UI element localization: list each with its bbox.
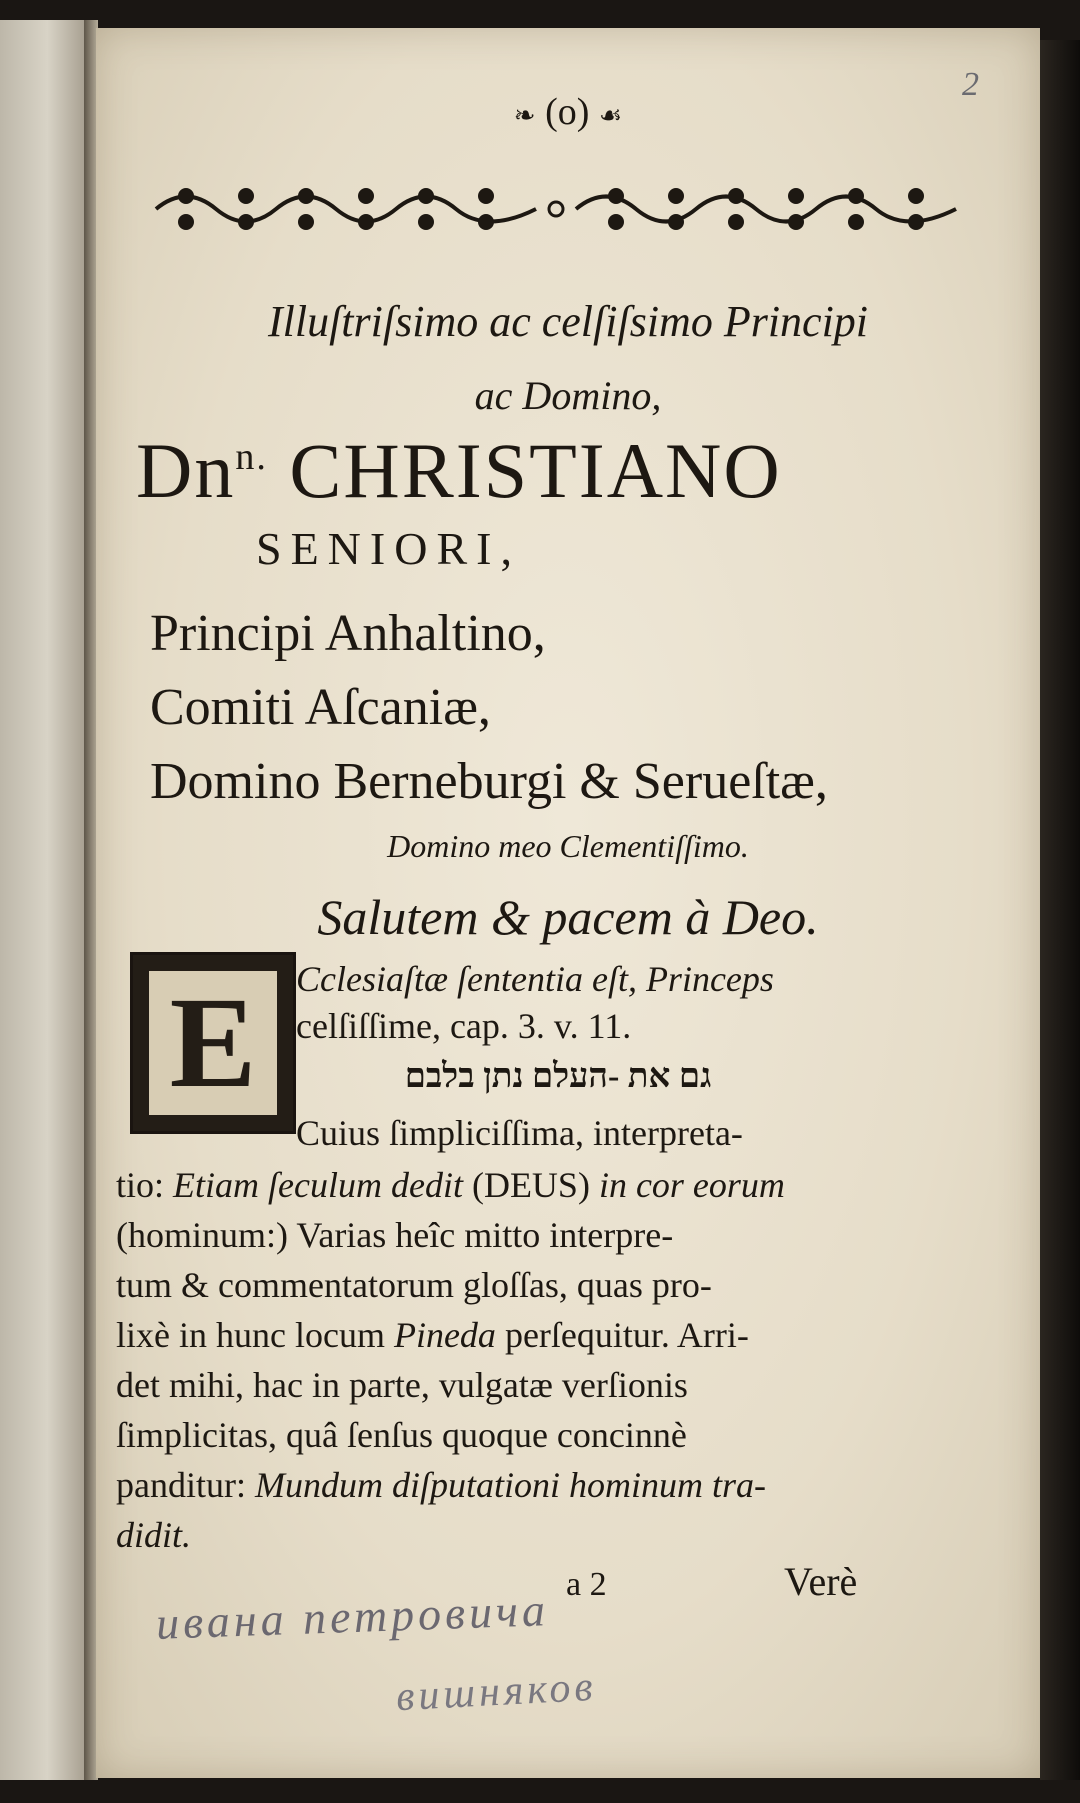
body-line-7c: perſequitur. Arri- <box>504 1315 749 1355</box>
body-line-9: ſimplicitas, quâ ſenſus quoque concinnè <box>116 1415 687 1455</box>
dedication-line-1: Illuſtriſsimo ac celſiſsimo Principi <box>267 297 869 346</box>
body-line-4b: Etiam ſeculum dedit <box>173 1165 463 1205</box>
dedicatee-name-text: CHRISTIANO <box>289 427 782 514</box>
page-marker-text: (o) <box>545 91 590 133</box>
body-line-5: (hominum:) Varias heîc mitto interpre- <box>116 1215 674 1255</box>
body-line-4a: tio: <box>116 1165 165 1205</box>
dedicatee-title-3: Domino Berneburgi & Serueſtæ, <box>150 753 828 810</box>
page-marker <box>96 90 1040 134</box>
body-line-8: det mihi, hac in parte, vulgatæ verſionis <box>116 1365 688 1405</box>
dedication-line-2: ac Domino, <box>474 373 662 418</box>
initial-panel <box>149 971 277 1115</box>
dn-superscript: n. <box>235 436 268 478</box>
body-line-7b: Pineda <box>393 1315 496 1355</box>
body-line-4d: in cor eorum <box>598 1165 785 1205</box>
body-line-7a: lixè in hunc locum <box>116 1315 385 1355</box>
salutation: Salutem & pacem à Deo. <box>317 889 819 945</box>
book-page <box>96 28 1040 1778</box>
book-cover-edge <box>1040 40 1080 1780</box>
body-line-3: Cuius ſimpliciſſima, interpreta- <box>296 1113 743 1153</box>
body-text-continued <box>296 1108 996 1158</box>
signature-mark: a 2 <box>566 1566 607 1603</box>
body-line-4c: (DEUS) <box>471 1165 590 1205</box>
decorated-initial-icon <box>130 952 296 1134</box>
hebrew-quotation: גם את -העלם נתן בלבם <box>404 1058 712 1095</box>
dedicatee-name <box>136 426 782 516</box>
dedicatee-epithet: SENIORI, <box>256 523 521 574</box>
fleuron-left-icon: ❧ <box>513 101 536 130</box>
body-line-2: celſiſſime, cap. 3. v. 11. <box>296 1006 632 1046</box>
body-line-10a: panditur: <box>116 1465 246 1505</box>
body-line-6: tum & commentatorum gloſſas, quas pro- <box>116 1265 712 1305</box>
handwritten-inscription-1: ивана петровича <box>155 1584 550 1649</box>
vine-left <box>156 188 536 230</box>
body-line-11: didit. <box>116 1515 192 1555</box>
vine-right <box>576 188 956 230</box>
ornament-band-icon <box>146 174 966 244</box>
body-line-7 <box>116 1310 986 1360</box>
fleuron-right-icon: ☙ <box>598 101 623 130</box>
body-text-opening <box>296 956 996 1050</box>
facing-page-edge <box>0 20 88 1780</box>
dedication-closing: Domino meo Clementiſſimo. <box>387 828 749 864</box>
initial-letter: E <box>169 971 257 1115</box>
body-text-main <box>116 1160 986 1560</box>
pencil-page-number: 2 <box>962 66 979 103</box>
body-line-10 <box>116 1460 986 1510</box>
dedicatee-title-1: Principi Anhaltino, <box>150 605 546 662</box>
dn-abbrev: Dn <box>136 427 236 514</box>
body-line-4 <box>116 1160 986 1210</box>
catchword: Verè <box>784 1559 858 1604</box>
body-line-10b: Mundum diſputationi hominum tra- <box>254 1465 766 1505</box>
handwritten-inscription-2: вишняков <box>394 1663 598 1721</box>
body-line-1: Cclesiaſtæ ſententia eſt, Princeps <box>296 959 774 999</box>
dedicatee-title-2: Comiti Aſcaniæ, <box>150 679 491 736</box>
